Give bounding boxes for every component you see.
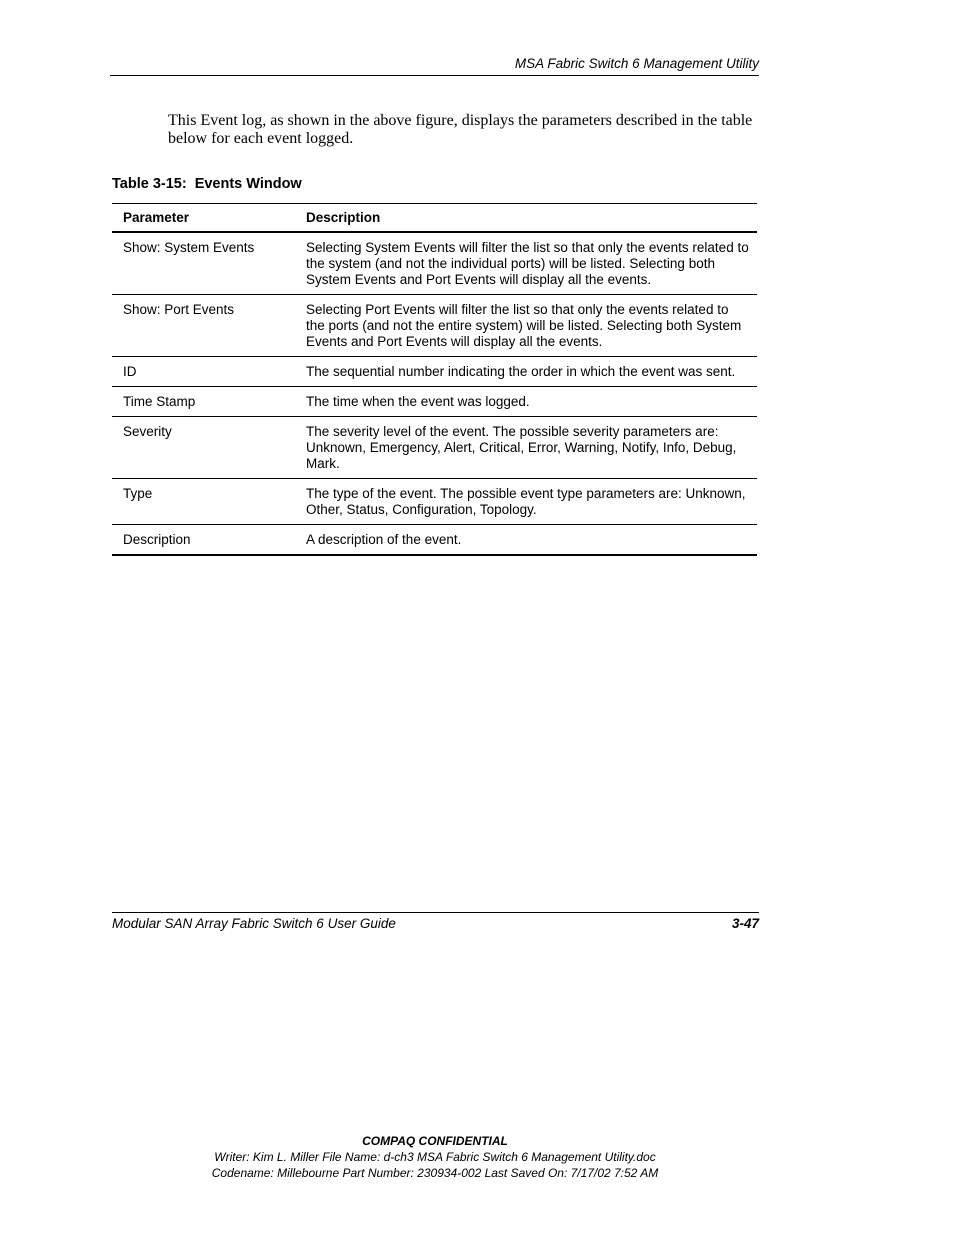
description-cell: The time when the event was logged. (295, 387, 757, 417)
parameter-cell: Type (112, 479, 295, 525)
column-header-description: Description (295, 204, 757, 233)
running-footer (112, 912, 759, 933)
table-row (112, 357, 757, 387)
column-header-parameter: Parameter (112, 204, 295, 233)
table-caption-number: Table 3-15: (112, 176, 187, 192)
parameter-cell: Show: System Events (112, 232, 295, 295)
description-cell: The sequential number indicating the order in which the event was sent. (295, 357, 757, 387)
confidential-codename-line: Codename: Millebourne Part Number: 230934-002 Last Saved On: 7/17/02 7:52 AM (211, 1166, 659, 1180)
parameter-cell: Show: Port Events (112, 295, 295, 357)
confidential-label: COMPAQ CONFIDENTIAL (362, 1134, 508, 1148)
table-row (112, 417, 757, 479)
table-caption-title: Events Window (194, 176, 302, 192)
confidential-writer-line: Writer: Kim L. Miller File Name: d-ch3 MSA Fabric Switch 6 Management Utility.doc (214, 1150, 656, 1164)
description-cell: The type of the event. The possible event type parameters are: Unknown, Other, Status, Configuration, Topology. (295, 479, 757, 525)
table-header-row (112, 204, 757, 233)
running-header (110, 55, 759, 76)
table-caption (112, 175, 302, 193)
table-row (112, 295, 757, 357)
description-cell: Selecting System Events will filter the list so that only the events related to the system (and not the individual ports) will be listed. Selecting both System Events and Port Events will display all the events. (295, 232, 757, 295)
intro-paragraph: This Event log, as shown in the above figure, displays the parameters described in the table below for each event logged. (168, 112, 753, 147)
page-number: 3-47 (731, 916, 759, 931)
confidential-block (0, 1133, 870, 1181)
events-table (112, 203, 757, 556)
footer-guide-title: Modular SAN Array Fabric Switch 6 User Guide (112, 916, 396, 931)
description-cell: Selecting Port Events will filter the list so that only the events related to the ports (and not the entire system) will be listed. Selecting both System Events and Port Events will display all the events. (295, 295, 757, 357)
table-row (112, 387, 757, 417)
parameter-cell: Severity (112, 417, 295, 479)
header-title: MSA Fabric Switch 6 Management Utility (514, 56, 759, 71)
description-cell: A description of the event. (306, 532, 462, 547)
description-cell: The severity level of the event. The possible severity parameters are: Unknown, Emergency, Alert, Critical, Error, Warning, Notify, Info, Debug, Mark. (295, 417, 757, 479)
table-row (112, 232, 757, 295)
parameter-cell: Time Stamp (112, 387, 295, 417)
table-row (112, 479, 757, 525)
parameter-cell: ID (112, 357, 295, 387)
parameter-cell: Description (123, 532, 191, 547)
table-row (112, 525, 757, 556)
